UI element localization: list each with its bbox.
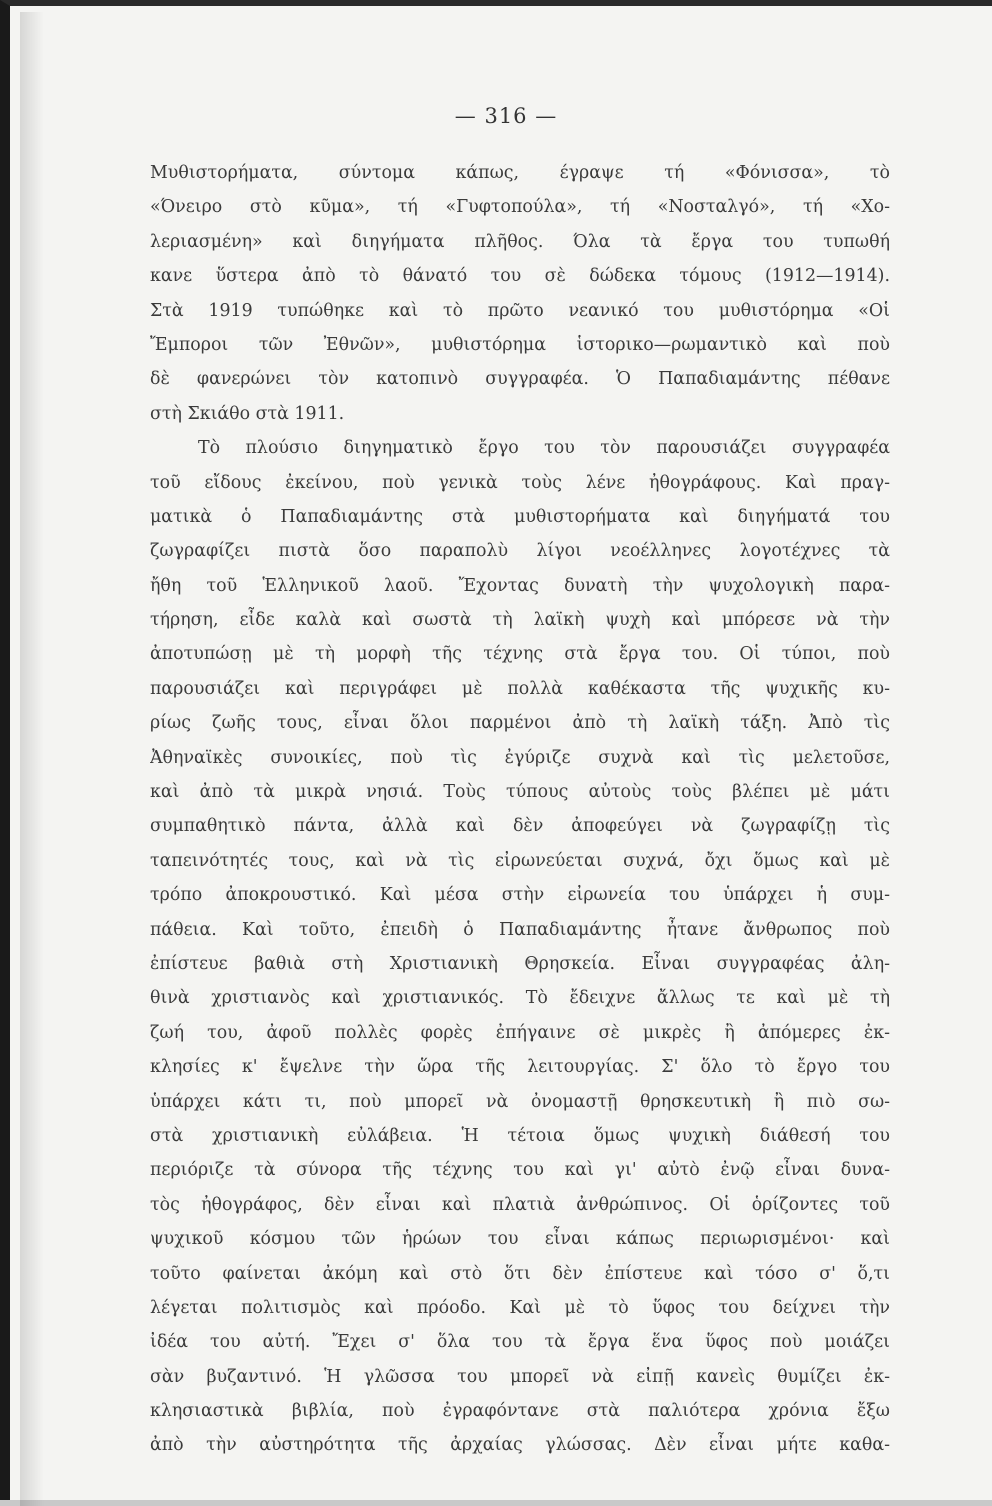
text-line: «Όνειρο στὸ κῦμα», τή «Γυφτοπούλα», τή «Νοσταλγό», τή «Χο- — [150, 197, 890, 218]
text-line: τοῦτο φαίνεται ἀκόμη καὶ στὸ ὅτι δὲν ἐπίστευε καὶ τόσο σ' ὅ,τι — [150, 1263, 890, 1284]
text-line: Ἀθηναϊκὲς συνοικίες, ποὺ τὶς ἐγύριζε συχνὰ καὶ τὶς μελετοῦσε, — [150, 747, 890, 768]
text-line: δὲ φανερώνει τὸν κατοπινὸ συγγραφέα. Ὁ Παπαδιαμάντης πέθανε — [150, 369, 890, 390]
text-line: στὴ Σκιάθο στὰ 1911. — [150, 403, 345, 424]
text-line: ρίως ζωῆς τους, εἶναι ὅλοι παρμένοι ἀπὸ τὴ λαϊκὴ τάξη. Ἀπὸ τὶς — [150, 713, 890, 734]
text-line: ἐπίστευε βαθιὰ στὴ Χριστιανικὴ Θρησκεία. Εἶναι συγγραφέας ἀλη- — [150, 953, 890, 974]
text-line: παρουσιάζει καὶ περιγράφει μὲ πολλὰ καθέκαστα τῆς ψυχικῆς κυ- — [150, 678, 890, 699]
text-line: ταπεινότητές τους, καὶ νὰ τὶς εἰρωνεύεται συχνά, ὄχι ὅμως καὶ μὲ — [150, 850, 890, 871]
text-line: κλησιαστικὰ βιβλία, ποὺ ἐγραφόντανε στὰ παλιότερα χρόνια ἔξω — [150, 1401, 890, 1422]
binding-shadow — [20, 12, 44, 1506]
text-line: ζωή του, ἀφοῦ πολλὲς φορὲς ἐπήγαινε σὲ μικρὲς ἢ ἀπόμερες ἐκ- — [150, 1022, 890, 1043]
text-line: σὰν βυζαντινό. Ἡ γλῶσσα του μπορεῖ νὰ εἰπῇ κανεὶς θυμίζει ἐκ- — [150, 1366, 890, 1387]
text-line: ψυχικοῦ κόσμου τῶν ἡρώων του εἶναι κάπως περιωρισμένοι· καὶ — [150, 1229, 890, 1250]
text-line: κανε ὕστερα ἀπὸ τὸ θάνατό του σὲ δώδεκα τόμους (1912—1914). — [150, 266, 890, 287]
text-line: ἤθη τοῦ Ἑλληνικοῦ λαοῦ. Ἔχοντας δυνατὴ τὴν ψυχολογικὴ παρα- — [150, 575, 890, 596]
text-line: στὰ χριστιανικὴ εὐλάβεια. Ἡ τέτοια ὅμως ψυχικὴ διάθεσή του — [150, 1125, 890, 1146]
text-line: Ἔμποροι τῶν Ἐθνῶν», μυθιστόρημα ἱστορικο—ρωμαντικὸ καὶ ποὺ — [150, 334, 890, 355]
text-line: λέγεται πολιτισμὸς καὶ πρόοδο. Καὶ μὲ τὸ ὕφος του δείχνει τὴν — [150, 1297, 890, 1318]
body-text — [150, 156, 890, 1463]
text-line: ματικὰ ὁ Παπαδιαμάντης στὰ μυθιστορήματα καὶ διηγήματά του — [150, 506, 890, 527]
text-line: Στὰ 1919 τυπώθηκε καὶ τὸ πρῶτο νεανικό του μυθιστόρημα «Οἱ — [150, 300, 890, 321]
text-line: συμπαθητικὸ πάντα, ἀλλὰ καὶ δὲν ἀποφεύγει νὰ ζωγραφίζῃ τὶς — [150, 816, 890, 837]
text-line: ὑπάρχει κάτι τι, ποὺ μπορεῖ νὰ ὀνομαστῇ θρησκευτικὴ ἢ πιὸ σω- — [150, 1091, 890, 1112]
text-line: τὸς ἠθογράφος, δὲν εἶναι καὶ πλατιὰ ἀνθρώπινος. Οἱ ὁρίζοντες τοῦ — [150, 1194, 890, 1215]
text-line: ζωγραφίζει πιστὰ ὅσο παραπολὺ λίγοι νεοέλληνες λογοτέχνες τὰ — [150, 541, 890, 562]
text-line: κλησίες κ' ἔψελνε τὴν ὥρα τῆς λειτουργίας. Σ' ὅλο τὸ ἔργο του — [150, 1057, 890, 1078]
text-line: ἀποτυπώσῃ μὲ τὴ μορφὴ τῆς τέχνης στὰ ἔργα του. Οἱ τύποι, ποὺ — [150, 644, 890, 665]
text-line: τοῦ εἴδους ἐκείνου, ποὺ γενικὰ τοὺς λένε ἠθογράφους. Καὶ πραγ- — [150, 472, 890, 493]
text-line: λεριασμένη» καὶ διηγήματα πλῆθος. Όλα τὰ ἔργα του τυπωθή — [150, 231, 890, 252]
text-line: καὶ ἀπὸ τὰ μικρὰ νησιά. Τοὺς τύπους αὐτοὺς τοὺς βλέπει μὲ μάτι — [150, 782, 890, 803]
text-line: περιόριζε τὰ σύνορα τῆς τέχνης του καὶ γι' αὐτὸ ἐνῷ εἶναι δυνα- — [150, 1160, 890, 1181]
page-number: — 316 — — [454, 104, 558, 128]
text-line: ἰδέα του αὐτή. Ἔχει σ' ὅλα του τὰ ἔργα ἕνα ὕφος ποὺ μοιάζει — [150, 1332, 890, 1353]
text-line: τήρηση, εἶδε καλὰ καὶ σωστὰ τὴ λαϊκὴ ψυχὴ καὶ μπόρεσε νὰ τὴν — [150, 610, 890, 631]
text-line: πάθεια. Καὶ τοῦτο, ἐπειδὴ ὁ Παπαδιαμάντης ἦτανε ἄνθρωπος ποὺ — [150, 919, 890, 940]
text-line: Μυθιστορήματα, σύντομα κάπως, έγραψε τή «Φόνισσα», τὸ — [150, 163, 890, 183]
text-line: ἀπὸ τὴν αὐστηρότητα τῆς ἀρχαίας γλώσσας. Δὲν εἶναι μήτε καθα- — [150, 1435, 890, 1456]
text-line: τρόπο ἀποκρουστικό. Καὶ μέσα στὴν εἰρωνεία του ὑπάρχει ἡ συμ- — [150, 885, 890, 906]
paragraph-start-line: Τὸ πλούσιο διηγηματικὸ ἔργο του τὸν παρουσιάζει συγγραφέα — [198, 438, 890, 459]
text-line: θινὰ χριστιανὸς καὶ χριστιανικός. Τὸ ἔδειχνε ἄλλως τε καὶ μὲ τὴ — [150, 988, 890, 1009]
